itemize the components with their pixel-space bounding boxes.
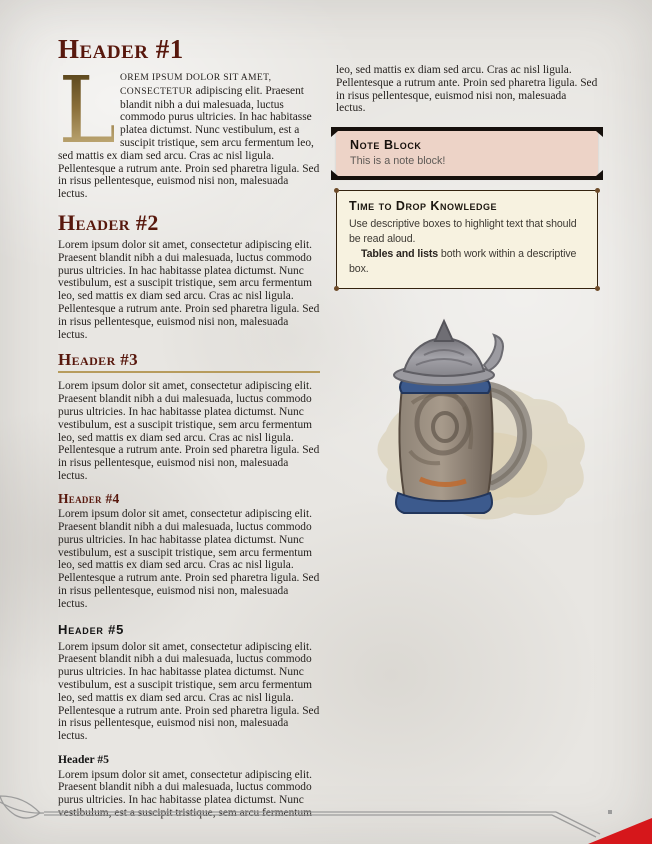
header-5: Header #5 bbox=[58, 621, 125, 637]
beer-stein-image bbox=[346, 311, 588, 528]
header-4: Header #4 bbox=[58, 490, 120, 506]
note-bottom-border bbox=[331, 176, 603, 180]
red-corner-triangle bbox=[588, 818, 652, 844]
descriptive-box-line2 bbox=[349, 247, 585, 277]
right-column bbox=[336, 36, 598, 822]
note-title: Note Block bbox=[350, 138, 422, 153]
header-6: Header #5 bbox=[58, 752, 109, 766]
paragraph-2: Lorem ipsum dolor sit amet, consectetur adipiscing elit. Praesent blandit nibh a dui malesuada, luctus commodo purus ultricies. In hac habitasse platea dictumst. Nunc vestibulum, est a suscipit tristique, sem arcu fermentum leo, sed mattis ex diam sed arcu. Cras ac nisl ligula. Pellentesque a rutrum ante. Proin sed pharetra ligula. Sed in risus pellentesque, euismod nisi non, malesuada lectus. bbox=[58, 238, 320, 341]
corner-stud-icon bbox=[334, 188, 339, 193]
note-block bbox=[336, 129, 598, 178]
paragraph-1-text: adipiscing elit. Praesent blandit nibh a dui malesuada, luctus commodo purus ultricies. In hac habitasse platea dictumst. Nunc vestibulum, est a suscipit tristique, sem arcu fermentum leo, sed mattis ex diam sed arcu. Cras ac nisl ligula. Pellentesque a rutrum ante. Proin sed pharetra ligula. Sed in risus pellentesque, euismod nisi non, malesuada lectus. bbox=[58, 84, 320, 201]
descriptive-box-line2-rest: both work within a descriptive box. bbox=[349, 248, 577, 276]
descriptive-box-bold-lead: Tables and lists bbox=[361, 248, 439, 261]
paragraph-3: Lorem ipsum dolor sit amet, consectetur adipiscing elit. Praesent blandit nibh a dui malesuada, luctus commodo purus ultricies. In hac habitasse platea dictumst. Nunc vestibulum, est a suscipit tristique, sem arcu fermentum leo, sed mattis ex diam sed arcu. Cras ac nisl ligula. Pellentesque a rutrum ante. Proin sed pharetra ligula. Sed in risus pellentesque, euismod nisi non, malesuada lectus. bbox=[58, 380, 320, 482]
header-1: Header #1 bbox=[58, 34, 184, 64]
corner-stud-icon bbox=[334, 286, 339, 291]
beer-stein-illustration bbox=[346, 311, 588, 523]
corner-stud-icon bbox=[595, 286, 600, 291]
paragraph-5: Lorem ipsum dolor sit amet, consectetur adipiscing elit. Praesent blandit nibh a dui malesuada, luctus commodo purus ultricies. In hac habitasse platea dictumst. Nunc vestibulum, est a suscipit tristique, sem arcu fermentum leo, sed mattis ex diam sed arcu. Cras ac nisl ligula. Pellentesque a rutrum ante. Proin sed pharetra ligula. Sed in risus pellentesque, euismod nisi non, malesuada lectus. bbox=[58, 640, 320, 743]
paragraph-4: Lorem ipsum dolor sit amet, consectetur adipiscing elit. Praesent blandit nibh a dui malesuada, luctus commodo purus ultricies. In hac habitasse platea dictumst. Nunc vestibulum, est a suscipit tristique, sem arcu fermentum leo, sed mattis ex diam sed arcu. Cras ac nisl ligula. Pellentesque a rutrum ante. Proin sed pharetra ligula. Sed in risus pellentesque, euismod nisi non, malesuada lectus. bbox=[58, 508, 320, 610]
lead-small-caps: OREM IPSUM DOLOR SIT AMET, CONSECTETUR bbox=[120, 72, 272, 97]
paragraph-continuation: leo, sed mattis ex diam sed arcu. Cras ac nisl ligula. Pellentesque a rutrum ante. Proin sed pharetra ligula. Sed in risus pellentesque, euismod nisi non, malesuada lectus. bbox=[336, 64, 598, 115]
left-column bbox=[58, 36, 320, 822]
paragraph-1 bbox=[58, 57, 320, 201]
drop-cap-letter: L bbox=[58, 57, 120, 164]
note-top-border bbox=[331, 127, 603, 131]
footer-flourish bbox=[0, 792, 652, 844]
note-body: This is a note block! bbox=[350, 155, 446, 168]
paragraph-6: Lorem ipsum dolor sit amet, consectetur adipiscing elit. Praesent blandit nibh a dui malesuada, luctus commodo purus ultricies. In hac habitasse platea dictumst. Nunc vestibulum, est a suscipit tristique, sem arcu fermentum bbox=[58, 768, 313, 819]
header-2: Header #2 bbox=[58, 209, 159, 235]
corner-stud-icon bbox=[595, 188, 600, 193]
descriptive-box-line1: Use descriptive boxes to highlight text that should be read aloud. bbox=[349, 218, 577, 246]
descriptive-box-title: Time to Drop Knowledge bbox=[349, 199, 497, 214]
header-3: Header #3 bbox=[58, 351, 320, 373]
descriptive-box bbox=[336, 190, 598, 289]
footer-dot bbox=[608, 810, 612, 814]
